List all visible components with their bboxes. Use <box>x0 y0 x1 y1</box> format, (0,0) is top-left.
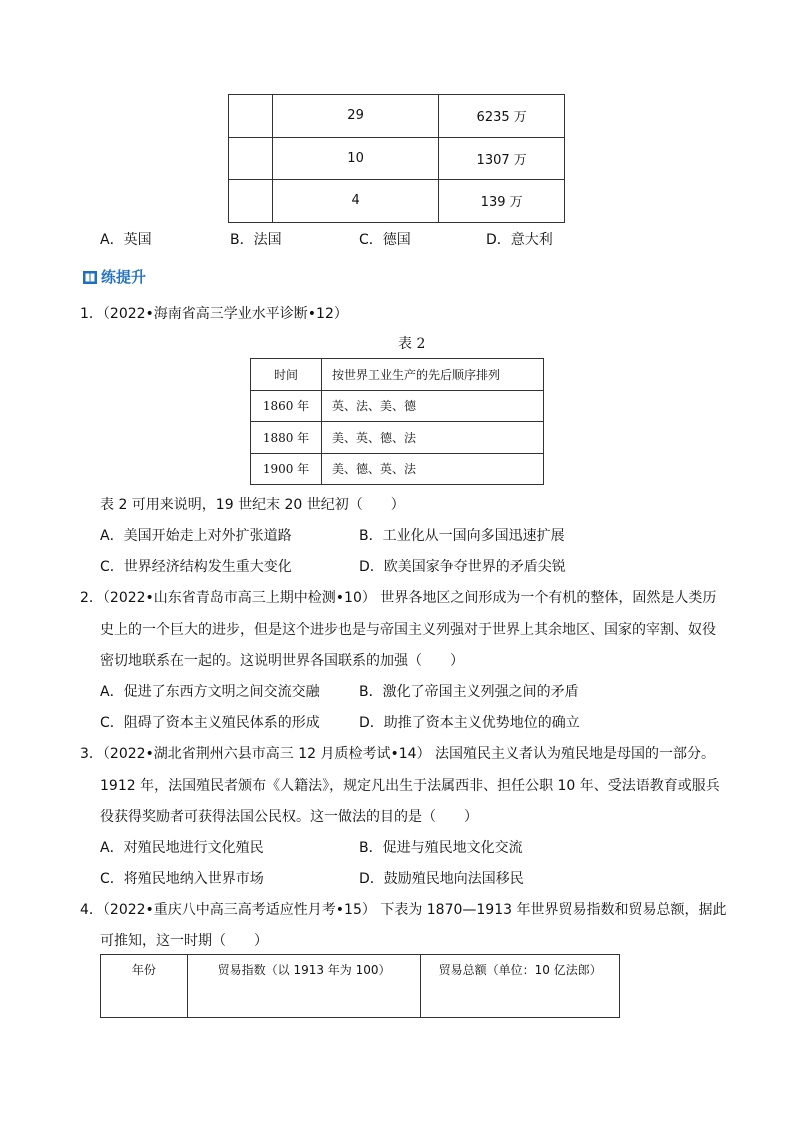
option-a[interactable]: A．促进了东西方文明之间交流交融 <box>100 684 320 700</box>
table-header: 按世界工业生产的先后顺序排列 <box>322 359 544 391</box>
table-cell: 1900 年 <box>251 453 322 485</box>
option-a[interactable]: A．英国 <box>100 232 152 248</box>
table-cell <box>229 137 273 180</box>
option-c[interactable]: C．阻碍了资本主义殖民体系的形成 <box>100 715 320 731</box>
table-header: 贸易指数（以 1913 年为 100） <box>187 955 421 1018</box>
table-header-row <box>251 359 544 391</box>
section-header <box>83 266 146 287</box>
q4-line1: 4．（2022•重庆八中高三高考适应性月考•15） 下表为 1870—1913 年世界贸易指数和贸易总额，据此 <box>80 902 727 918</box>
table-header: 时间 <box>251 359 322 391</box>
industry-rank-table <box>250 358 544 485</box>
q1-stem: 1．（2022•海南省高三学业水平诊断•12） <box>80 306 348 322</box>
q4-line2: 可推知，这一时期（ ） <box>100 933 268 949</box>
table-row <box>251 453 544 485</box>
option-d[interactable]: D．鼓励殖民地向法国移民 <box>359 871 524 887</box>
option-c[interactable]: C．德国 <box>359 232 411 248</box>
table-cell: 美、德、英、法 <box>322 453 544 485</box>
table-cell: 139 万 <box>439 180 565 223</box>
option-b[interactable]: B．促进与殖民地文化交流 <box>359 840 523 856</box>
table-cell <box>229 95 273 138</box>
book-icon <box>83 270 97 283</box>
option-b[interactable]: B．激化了帝国主义列强之间的矛盾 <box>359 684 579 700</box>
table-header-row <box>101 955 620 1018</box>
table-row <box>229 95 565 138</box>
q2-line3: 密切地联系在一起的。这说明世界各国联系的加强（ ） <box>100 653 464 669</box>
table-cell: 英、法、美、德 <box>322 390 544 422</box>
population-table <box>228 94 565 223</box>
table-row <box>229 180 565 223</box>
option-a[interactable]: A．对殖民地进行文化殖民 <box>100 840 264 856</box>
trade-table <box>100 954 620 1018</box>
table-header: 贸易总额（单位：10 亿法郎） <box>421 955 620 1018</box>
table-row <box>229 137 565 180</box>
section-title: 练提升 <box>101 268 147 286</box>
q1-question: 表 2 可用来说明，19 世纪末 20 世纪初（ ） <box>100 497 405 513</box>
option-d[interactable]: D．意大利 <box>486 232 553 248</box>
table-row <box>251 422 544 454</box>
table-cell: 4 <box>272 180 438 223</box>
option-c[interactable]: C．世界经济结构发生重大变化 <box>100 559 292 575</box>
option-b[interactable]: B．法国 <box>230 232 282 248</box>
q2-line2: 史上的一个巨大的进步，但是这个进步也是与帝国主义列强对于世界上其余地区、国家的宰割、奴役 <box>100 622 716 638</box>
option-d[interactable]: D．助推了资本主义优势地位的确立 <box>359 715 580 731</box>
table-cell: 1880 年 <box>251 422 322 454</box>
table-caption: 表 2 <box>398 336 426 352</box>
table-header: 年份 <box>101 955 188 1018</box>
option-b[interactable]: B．工业化从一国向多国迅速扩展 <box>359 528 565 544</box>
option-d[interactable]: D．欧美国家争夺世界的矛盾尖锐 <box>359 559 566 575</box>
option-a[interactable]: A．美国开始走上对外扩张道路 <box>100 528 292 544</box>
table-row <box>251 390 544 422</box>
table-cell: 1860 年 <box>251 390 322 422</box>
table-cell <box>229 180 273 223</box>
q3-line1: 3．（2022•湖北省荆州六县市高三 12 月质检考试•14） 法国殖民主义者认为殖民地是母国的一部分。 <box>80 746 716 762</box>
q2-line1: 2．（2022•山东省青岛市高三上期中检测•10） 世界各地区之间形成为一个有机的整体，固然是人类历 <box>80 590 717 606</box>
table-cell: 6235 万 <box>439 95 565 138</box>
option-c[interactable]: C．将殖民地纳入世界市场 <box>100 871 264 887</box>
table-cell: 1307 万 <box>439 137 565 180</box>
table-cell: 10 <box>272 137 438 180</box>
q3-line3: 役获得奖励者可获得法国公民权。这一做法的目的是（ ） <box>100 809 478 825</box>
q3-line2: 1912 年，法国殖民者颁布《人籍法》，规定凡出生于法属西非、担任公职 10 年、受法语教育或服兵 <box>100 778 720 794</box>
table-cell: 29 <box>272 95 438 138</box>
table-cell: 美、英、德、法 <box>322 422 544 454</box>
